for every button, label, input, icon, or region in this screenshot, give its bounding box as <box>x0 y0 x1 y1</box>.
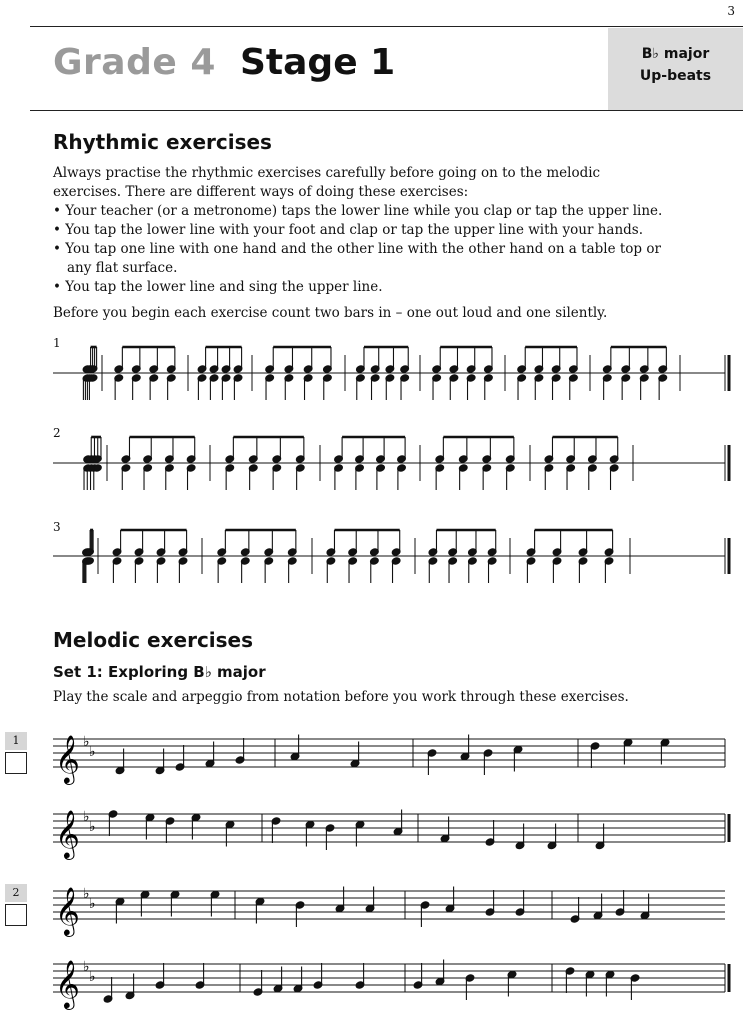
exercise-number: 1 <box>5 732 27 750</box>
intro-line: Always practise the rhythmic exercises carefully before going on to the melodic <box>53 165 601 181</box>
treble-clef: 𝄞 <box>55 886 80 935</box>
exercise-number: 2 <box>5 884 27 902</box>
key-flat: ♭ <box>83 886 90 902</box>
rhythm-score-2 <box>0 435 743 505</box>
rhythmic-heading: Rhythmic exercises <box>53 130 272 154</box>
bullet-item: • Your teacher (or a metronome) taps the lower line while you clap or tap the upper line. <box>53 203 663 219</box>
melody-staff-1b <box>0 800 743 870</box>
rhythmic-instructions <box>53 164 703 297</box>
treble-clef: 𝄞 <box>55 959 80 1008</box>
intro-line: exercises. There are different ways of doing these exercises: <box>53 184 469 200</box>
bullet-item: • You tap the lower line and sing the upper line. <box>53 279 383 295</box>
melodic-heading: Melodic exercises <box>53 628 254 652</box>
key-flat: ♭ <box>83 959 90 975</box>
grade-title: Grade 4 <box>53 42 216 83</box>
topic-label: Up-beats <box>639 68 712 84</box>
treble-clef: 𝄞 <box>55 734 80 783</box>
key-flat: ♭ <box>89 896 96 912</box>
rhythm-exercise-number: 2 <box>53 426 61 440</box>
rhythm-exercise-number: 1 <box>53 336 61 350</box>
melody-staff-2a <box>0 877 743 947</box>
treble-clef: 𝄞 <box>55 809 80 858</box>
melodic-instruction: Play the scale and arpeggio from notation before you work through these exercises. <box>53 689 629 705</box>
count-in-text: Before you begin each exercise count two bars in – one out loud and one silently. <box>53 305 608 321</box>
key-flat: ♭ <box>83 734 90 750</box>
melody-staff-1a <box>0 725 743 795</box>
rhythm-score-3 <box>0 528 743 598</box>
set-heading: Set 1: Exploring B♭ major <box>53 663 266 681</box>
key-label: B♭ major <box>641 46 710 62</box>
key-flat: ♭ <box>89 744 96 760</box>
header-top-rule <box>30 26 743 27</box>
key-info-box <box>608 28 743 110</box>
stage-title: Stage 1 <box>240 42 396 83</box>
key-flat: ♭ <box>83 809 90 825</box>
header-bottom-rule <box>30 110 743 111</box>
rhythm-score-1 <box>0 345 743 415</box>
key-flat: ♭ <box>89 969 96 985</box>
bullet-item: • You tap the lower line with your foot and clap or tap the upper line with your hands. <box>53 222 644 238</box>
rhythm-exercise-number: 3 <box>53 520 61 534</box>
page-number: 3 <box>727 4 735 18</box>
key-flat: ♭ <box>89 819 96 835</box>
melody-staff-2b <box>0 950 743 1020</box>
bullet-item: • You tap one line with one hand and the other line with the other hand on a table top or any flat surface. <box>53 241 661 276</box>
